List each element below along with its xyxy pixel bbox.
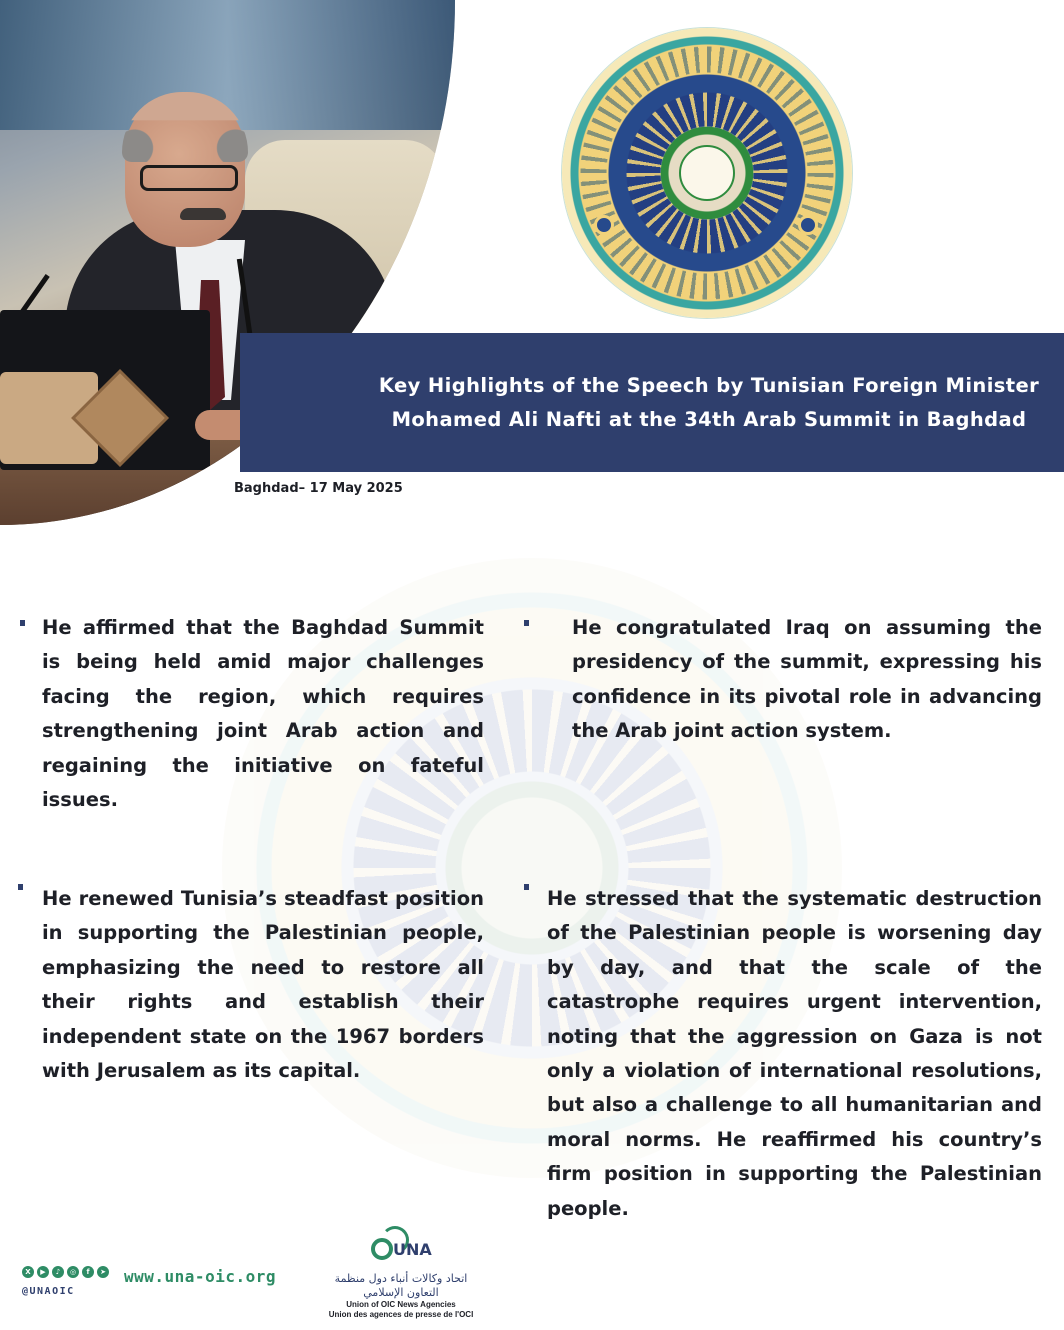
social-handle: @UNAOIC [22,1286,75,1297]
emblem-dot-right [798,215,818,235]
dateline: Baghdad– 17 May 2025 [234,481,403,496]
x-icon[interactable]: X [22,1266,34,1278]
una-logo-icon [371,1226,431,1268]
bullet-icon [20,620,25,626]
arab-summit-emblem-icon [562,28,852,318]
una-ring-icon [371,1238,393,1260]
una-french-name: Union des agences de presse de l'OCI [328,1310,474,1319]
arab-league-seal-icon [679,145,735,201]
bullet-icon [524,620,529,626]
highlight-paragraph-4: He stressed that the systematic destruction of the Palestinian people is worsening day by day, and that the scale of the catastrophe requires urgent intervention, noting that the aggression on Gaza is not only a violation of international resolutions, but also a challenge to all humanitarian and moral norms. He reaffirmed his country’s firm position in supporting the Palestinian people. [547,887,1042,1220]
telegram-icon[interactable]: ➤ [97,1266,109,1278]
highlight-paragraph-1: He affirmed that the Baghdad Summit is being held amid major challenges facing the region, which requires strengthening joint Arab action and regaining the initiative on fateful issues. [42,616,484,812]
una-english-name: Union of OIC News Agencies [346,1300,456,1309]
youtube-icon[interactable]: ▶ [37,1266,49,1278]
highlight-paragraph-2: He congratulated Iraq on assuming the presidency of the summit, expressing his confidence in its pivotal role in advancing the Arab joint action system. [572,616,1042,743]
bullet-icon [18,884,23,890]
una-brand-text: UNA [393,1240,432,1259]
facebook-icon[interactable]: f [82,1266,94,1278]
photo-mustache [180,208,226,220]
tiktok-icon[interactable]: ♪ [52,1266,64,1278]
una-arabic-name: اتحاد وكالات أنباء دول منظمة التعاون الإسلامي [334,1272,468,1299]
website-link[interactable]: www.una-oic.org [124,1267,276,1286]
emblem-dot-left [594,215,614,235]
bullet-icon [524,884,529,890]
photo-glasses [140,165,238,191]
highlight-paragraph-3: He renewed Tunisia’s steadfast position in supporting the Palestinian people, emphasizing the need to restore all their rights and establish their independent state on the 1967 borders with Jerusalem as its capital. [42,887,484,1083]
page-title: Key Highlights of the Speech by Tunisian Foreign Minister Mohamed Ali Nafti at the 34th Arab Summit in Baghdad [378,373,1040,431]
social-icons [22,1266,109,1278]
instagram-icon[interactable]: ◎ [67,1266,79,1278]
una-logo [326,1226,476,1319]
title-banner [240,333,1064,472]
